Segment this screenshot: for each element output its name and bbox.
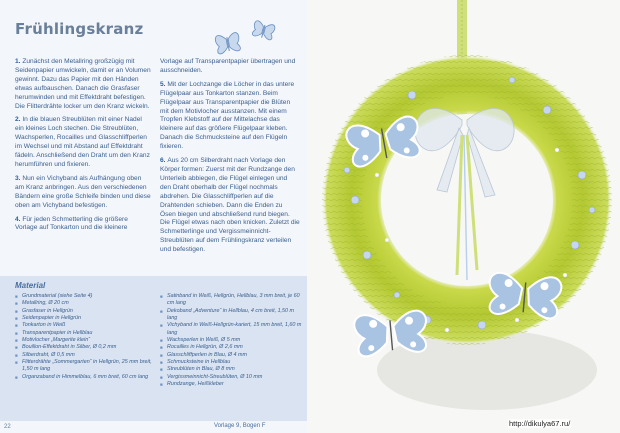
step-number: 6. xyxy=(160,157,168,165)
instruction-step xyxy=(160,58,300,76)
material-item: ■ Glasschliffperlen in Blau, Ø 4 mm xyxy=(160,352,302,359)
material-item: ■ Silberdraht, Ø 0,5 mm xyxy=(15,352,155,359)
material-item: ■ Dekoband „Adventure“ in Hellblau, 4 cm breit, 1,50 m lang xyxy=(160,308,302,323)
material-list-2 xyxy=(160,293,302,388)
material-item: ■ Transparentpapier in Hellblau xyxy=(15,330,155,337)
material-item: ■ Grundmaterial (siehe Seite 4) xyxy=(15,293,155,300)
page-number: 22 xyxy=(4,424,11,430)
wreath-photo-illustration xyxy=(307,0,620,433)
material-title: Material xyxy=(15,281,46,290)
instruction-step xyxy=(160,157,300,255)
material-item: ■ Streublüten in Blau, Ø 8 mm xyxy=(160,366,302,373)
step-number: 3. xyxy=(15,174,23,182)
material-item: ■ Metallring, Ø 20 cm xyxy=(15,300,155,307)
instruction-step xyxy=(15,116,152,169)
material-item: ■ Motivlocher „Margerite klein“ xyxy=(15,337,155,344)
material-item: ■ Schmucksteine in Hellblau xyxy=(160,359,302,366)
step-text: Für jeden Schmetterling die größere Vorlage auf Tonkarton und die kleinere xyxy=(15,215,128,232)
step-text: In die blauen Streublüten mit einer Nadel ein kleines Loch stechen. Die Streublüten, Wachsperlen, Rocailles und Glasschliffperlen im Wechsel und mit Abstand auf Effektdraht fädeln. Anschließend den Draht um den Kranz herumführen und fixieren. xyxy=(15,116,150,168)
step-number: 1. xyxy=(15,58,23,65)
right-page-photo xyxy=(307,0,620,433)
decorative-butterflies-icon xyxy=(205,10,290,60)
step-text: Vorlage auf Transparentpapier übertragen und ausschneiden. xyxy=(160,58,296,74)
step-text: Nun ein Vichyband als Aufhängung oben am Kranz anbringen. Aus den verschiedenen Bändern eine große Schleife binden und diese oben am Vichyband befestigen. xyxy=(15,174,151,209)
watermark-url: http://dikulya67.ru/ xyxy=(509,419,571,428)
material-item: ■ Flitterdrähte „Sommergarten“ in Hellgrün, 25 mm breit, 1,50 m lang xyxy=(15,359,155,374)
material-item: ■ Vichyband in Weiß-Hellgrün-kariert, 15 mm breit, 1,60 m lang xyxy=(160,322,302,337)
step-number: 4. xyxy=(15,215,23,223)
material-list-1 xyxy=(15,293,155,381)
page-title: Frühlingskranz xyxy=(15,20,144,38)
instructions-column-1 xyxy=(15,58,152,238)
instructions-column-2 xyxy=(160,58,300,260)
step-text: Zunächst den Metallring großzügig mit Seidenpapier umwickeln, damit er an Volumen gewinnt. Dazu das Papier mit den Händen etwas aufbauschen. Danach die Grasfaser herumwinden und mit Effektdraht befestigen. Die Flitterdrähte locker um den Kranz wickeln. xyxy=(15,58,151,110)
material-item: ■ Organzaband in Himmelblau, 6 mm breit, 60 cm lang xyxy=(15,374,155,381)
material-item: ■ Bouillon-Effektdraht in Silber, Ø 0,2 mm xyxy=(15,344,155,351)
material-item: ■ Rocailles in Hellgrün, Ø 2,6 mm xyxy=(160,344,302,351)
instruction-step xyxy=(15,216,152,234)
instruction-step xyxy=(15,58,152,111)
material-item: ■ Vergissmeinnicht-Streublüten, Ø 10 mm xyxy=(160,374,302,381)
material-item: ■ Wachsperlen in Weiß, Ø 5 mm xyxy=(160,337,302,344)
material-item: ■ Tonkarton in Weiß xyxy=(15,322,155,329)
left-page xyxy=(0,0,307,433)
instruction-step xyxy=(15,175,152,211)
material-item: ■ Rundzange, Heißkleber xyxy=(160,381,302,388)
step-text: Aus 20 cm Silberdraht nach Vorlage den Körper formen: Zuerst mit der Rundzange den Unterleib abbiegen, die Flügel einlegen und den Draht oberhalb der Flügel nochmals abdrehen. Die Glasschliffperlen auf die Drahtenden schieben. Dann die Enden zu Ösen biegen und abschließend rund biegen. Die Flügel etwas nach oben knicken. Zuletzt die Schmetterlinge und Vergissmeinnicht-Streublüten auf dem Frühlingskranz verteilen und befestigen. xyxy=(160,157,300,254)
step-number: 2. xyxy=(15,116,23,124)
material-item: ■ Seidenpapier in Hellgrün xyxy=(15,315,155,322)
instruction-step xyxy=(160,81,300,152)
material-item: ■ Grasfaser in Hellgrün xyxy=(15,308,155,315)
material-item: ■ Satinband in Weiß, Hellgrün, Hellblau, 3 mm breit, je 60 cm lang xyxy=(160,293,302,308)
step-text: Mit der Lochzange die Löcher in das untere Flügelpaar aus Tonkarton stanzen. Beim Flügelpaar aus Transparentpapier die Blüten mit dem Motivlocher ausstanzen. Mit einem Tropfen Klebstoff auf der Mittelachse das kleinere auf das größere Flügelpaar kleben. Danach die Schmucksteine auf den Flügeln fixieren. xyxy=(160,80,295,151)
step-number: 5. xyxy=(160,80,168,88)
template-reference: Vorlage 9, Bogen F xyxy=(214,423,266,429)
